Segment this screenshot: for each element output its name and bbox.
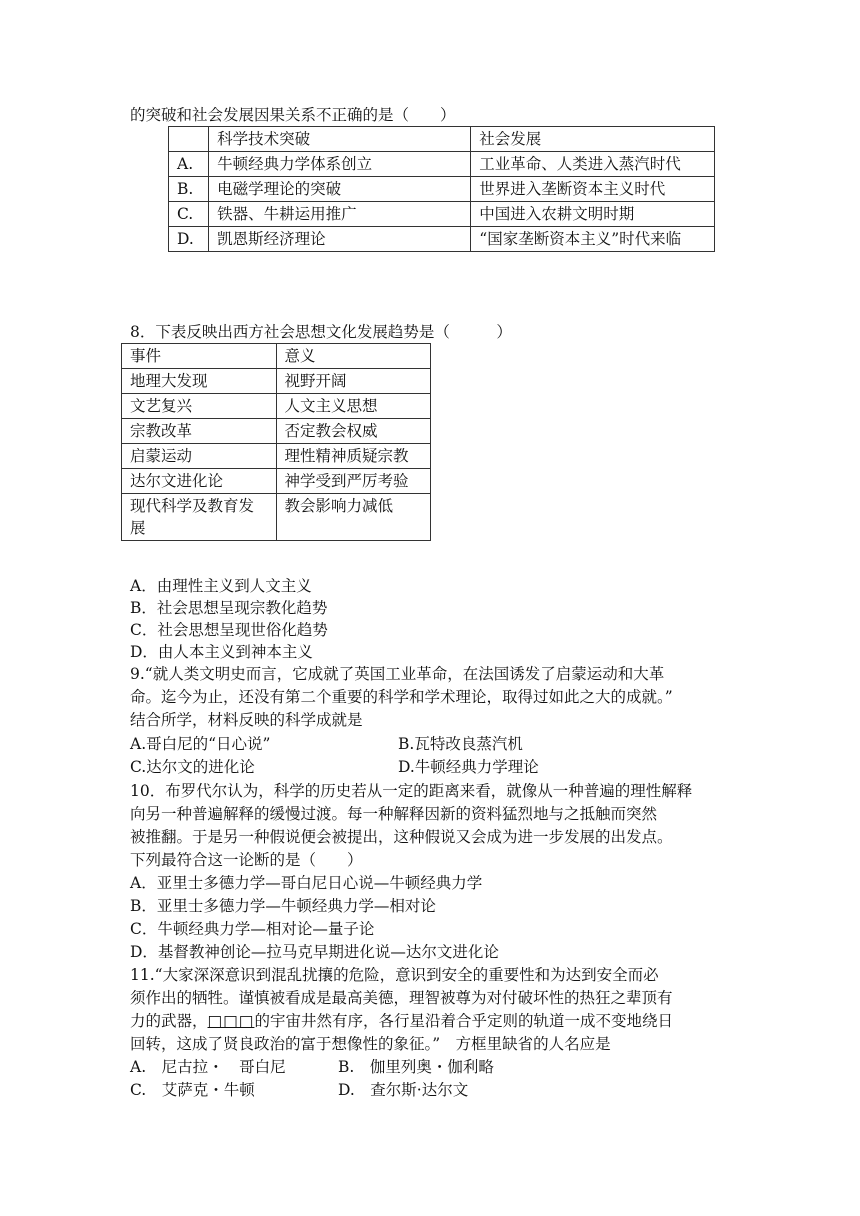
- q8-option-d: D．由人本主义到神本主义: [130, 643, 313, 661]
- table-cell: 教会影响力减低: [276, 494, 431, 541]
- q11-line-2: 须作出的牺牲。谨慎被看成是最高美德，理智被尊为对付破坏性的热狂之辈顶有: [130, 989, 673, 1007]
- table-row: [122, 494, 431, 541]
- table-row: [169, 177, 715, 202]
- q9-line-2: 命。迄今为止，还没有第二个重要的科学和学术理论，取得过如此之大的成就。”: [130, 688, 673, 706]
- table-header-row: [122, 344, 431, 369]
- table-cell: 人文主义思想: [276, 394, 431, 419]
- table-cell: 科学技术突破: [209, 127, 471, 152]
- table-cell: 宗教改革: [122, 419, 277, 444]
- q11-line-3-prefix: 力的武器，: [130, 1012, 208, 1030]
- q8-option-a: A．由理性主义到人文主义: [130, 577, 312, 595]
- table-cell: 世界进入垄断资本主义时代: [471, 177, 715, 202]
- q11-line-3-suffix: 的宇宙井然有序，各行星沿着合乎定则的轨道一成不变地绕日: [254, 1012, 673, 1030]
- q10-line-2: 向另一种普遍解释的缓慢过渡。每一种解释因新的资料猛烈地与之抵触而突然: [130, 805, 658, 823]
- q10-option-a: A．亚里士多德力学—哥白尼日心说—牛顿经典力学: [130, 874, 483, 892]
- table-cell: 意义: [276, 344, 431, 369]
- table-cell: B.: [169, 177, 209, 202]
- q10-option-d: D．基督教神创论—拉马克早期进化说—达尔文进化论: [130, 943, 499, 961]
- table-row: [169, 227, 715, 252]
- q10-line-3: 被推翻。于是另一种假说便会被提出，这种假说又会成为进一步发展的出发点。: [130, 828, 673, 846]
- table-cell: 工业革命、人类进入蒸汽时代: [471, 152, 715, 177]
- q8-option-c: C．社会思想呈现世俗化趋势: [130, 621, 328, 639]
- q11-line-1: 11.“大家深深意识到混乱扰攘的危险，意识到安全的重要性和为达到安全而必: [130, 966, 659, 984]
- q8-option-b: B．社会思想呈现宗教化趋势: [130, 599, 328, 617]
- table-cell: 电磁学理论的突破: [209, 177, 471, 202]
- table-row: [122, 469, 431, 494]
- q9-option-b: B.瓦特改良蒸汽机: [398, 735, 523, 753]
- table-cell: 神学受到严厉考验: [276, 469, 431, 494]
- q9-option-a: A.哥白尼的“日心说”: [130, 735, 271, 753]
- q11-option-d: D. 查尔斯·达尔文: [338, 1081, 469, 1099]
- table-cell: 事件: [122, 344, 277, 369]
- q11-options-row-2: [130, 1079, 730, 1101]
- table-row: [122, 369, 431, 394]
- table-cell: 社会发展: [471, 127, 715, 152]
- table-row: [122, 394, 431, 419]
- table-cell: 理性精神质疑宗教: [276, 444, 431, 469]
- q9-line-1: 9.“就人类文明史而言，它成就了英国工业革命，在法国诱发了启蒙运动和大革: [130, 665, 665, 683]
- q7-stem: 的突破和社会发展因果关系不正确的是（ ）: [130, 106, 456, 124]
- q8-table: [121, 343, 431, 541]
- q11-line-3: [130, 1010, 673, 1032]
- table-cell: 视野开阔: [276, 369, 431, 394]
- table-cell: 现代科学及教育发展: [122, 494, 277, 541]
- q10-option-c: C．牛顿经典力学—相对论—量子论: [130, 920, 375, 938]
- q11-options-row-1: [130, 1056, 730, 1078]
- q11-option-c: C. 艾萨克・牛顿: [130, 1081, 255, 1099]
- table-row: [122, 419, 431, 444]
- table-cell: 达尔文进化论: [122, 469, 277, 494]
- table-cell: 否定教会权威: [276, 419, 431, 444]
- q11-option-a: A. 尼古拉・ 哥白尼: [130, 1058, 286, 1076]
- table-row: [122, 444, 431, 469]
- table-cell: 地理大发现: [122, 369, 277, 394]
- q8-stem: 8．下表反映出西方社会思想文化发展趋势是（ ）: [130, 323, 512, 341]
- q9-options-row-1: [130, 733, 770, 755]
- q9-option-c: C.达尔文的进化论: [130, 758, 255, 776]
- q9-option-d: D.牛顿经典力学理论: [398, 758, 539, 776]
- q11-option-b: B. 伽里列奥・伽利略: [338, 1058, 494, 1076]
- q9-options-row-2: [130, 756, 770, 778]
- q10-option-b: B．亚里士多德力学—牛顿经典力学—相对论: [130, 897, 436, 915]
- q10-line-1: 10．布罗代尔认为，科学的历史若从一定的距离来看，就像从一种普遍的理性解释: [130, 782, 693, 800]
- table-cell: A.: [169, 152, 209, 177]
- q11-line-4: 回转，这成了贤良政治的富于想像性的象征。” 方框里缺省的人名应是: [130, 1035, 611, 1053]
- q11-missing-name-boxes: □□□: [207, 1012, 255, 1030]
- table-cell: 凯恩斯经济理论: [209, 227, 471, 252]
- table-cell: 中国进入农耕文明时期: [471, 202, 715, 227]
- table-cell: [169, 127, 209, 152]
- table-cell: D.: [169, 227, 209, 252]
- table-cell: 文艺复兴: [122, 394, 277, 419]
- table-cell: C.: [169, 202, 209, 227]
- table-row: [169, 152, 715, 177]
- table-header-row: [169, 127, 715, 152]
- table-cell: 启蒙运动: [122, 444, 277, 469]
- q10-line-4: 下列最符合这一论断的是（ ）: [130, 851, 363, 869]
- table-cell: 铁器、牛耕运用推广: [209, 202, 471, 227]
- q7-table: [168, 126, 715, 252]
- table-row: [169, 202, 715, 227]
- table-cell: “国家垄断资本主义”时代来临: [471, 227, 715, 252]
- q9-line-3: 结合所学，材料反映的科学成就是: [130, 711, 363, 729]
- table-cell: 牛顿经典力学体系创立: [209, 152, 471, 177]
